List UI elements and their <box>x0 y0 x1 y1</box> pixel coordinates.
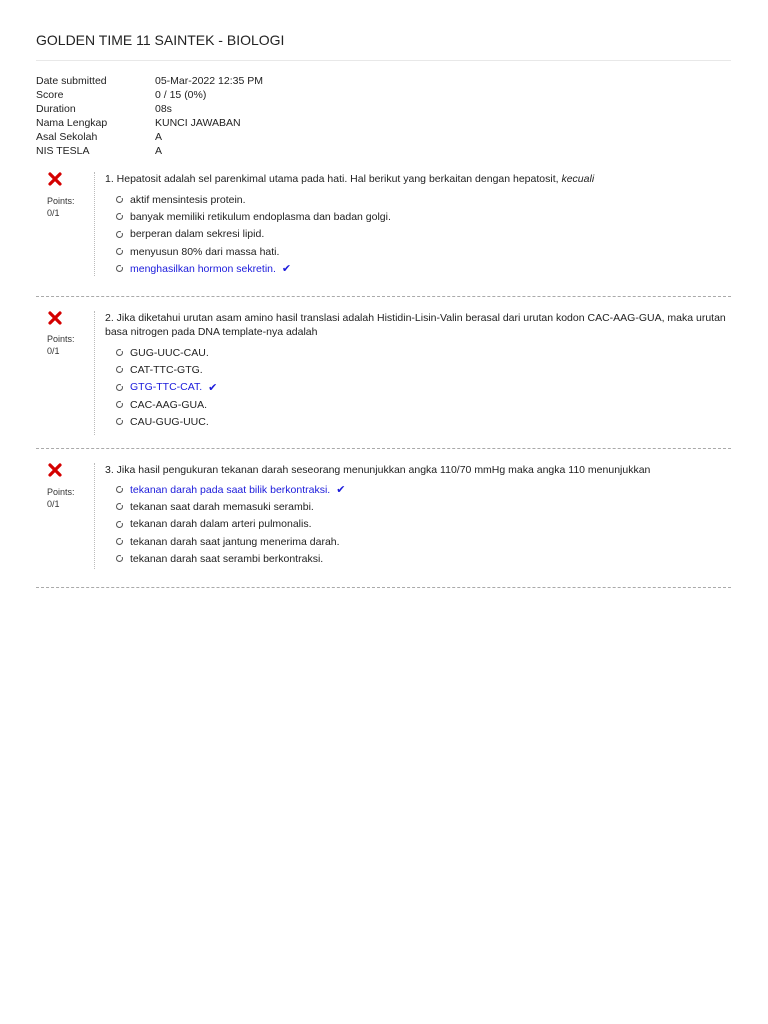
question-separator <box>36 587 731 588</box>
option[interactable] <box>116 361 217 378</box>
option-label: aktif mensintesis protein. <box>130 193 246 206</box>
option-label: CAT-TTC-GTG. <box>130 363 203 376</box>
meta-key: Asal Sekolah <box>36 131 98 143</box>
radio-icon[interactable] <box>116 503 123 510</box>
option[interactable] <box>116 243 391 260</box>
option-correct[interactable] <box>116 260 391 277</box>
options-list <box>116 191 391 277</box>
option[interactable] <box>116 413 217 430</box>
points-label: Points: <box>47 334 75 344</box>
question-text-main: 3. Jika hasil pengukuran tekanan darah seseorang menunjukkan angka 110/70 mmHg maka angka 110 menunjukkan <box>105 464 651 476</box>
option-label: CAU-GUG-UUC. <box>130 415 209 428</box>
options-list <box>116 481 345 567</box>
meta-key: Score <box>36 89 64 101</box>
radio-icon[interactable] <box>116 401 123 408</box>
question-separator <box>36 296 731 297</box>
option[interactable] <box>116 516 345 533</box>
option-label: menyusun 80% dari massa hati. <box>130 245 280 258</box>
meta-key: Duration <box>36 103 76 115</box>
radio-icon[interactable] <box>116 196 123 203</box>
meta-value: 0 / 15 (0%) <box>155 89 207 101</box>
option-label: berperan dalam sekresi lipid. <box>130 228 265 241</box>
meta-row-name <box>36 116 263 130</box>
question-text-emphasis: kecuali <box>561 173 595 185</box>
option[interactable] <box>116 396 217 413</box>
page-title: GOLDEN TIME 11 SAINTEK - BIOLOGI <box>36 32 285 48</box>
meta-key: NIS TESLA <box>36 145 90 157</box>
question-text-main: 2. Jika diketahui urutan asam amino hasil translasi adalah Histidin-Lisin-Valin berasal dari urutan kodon CAC-AAG-GUA, maka urutan basa nitrogen pada DNA template-nya adalah <box>105 312 726 338</box>
radio-icon[interactable] <box>116 349 123 356</box>
option[interactable] <box>116 226 391 243</box>
option-label: banyak memiliki retikulum endoplasma dan badan golgi. <box>130 210 391 223</box>
meta-value: 08s <box>155 103 172 115</box>
checkmark-icon: ✔ <box>336 484 346 497</box>
radio-icon[interactable] <box>116 486 123 493</box>
radio-icon[interactable] <box>116 521 123 528</box>
option-label: tekanan saat darah memasuki serambi. <box>130 500 314 513</box>
meta-row-score <box>36 88 263 102</box>
option-label: tekanan darah dalam arteri pulmonalis. <box>130 518 312 531</box>
radio-icon[interactable] <box>116 248 123 255</box>
question-text <box>105 311 730 339</box>
question-text <box>105 172 730 186</box>
question-separator <box>36 448 731 449</box>
points-value: 0/1 <box>47 346 60 356</box>
cross-icon <box>48 463 62 477</box>
checkmark-icon: ✔ <box>281 263 292 276</box>
option-correct[interactable] <box>116 379 217 396</box>
question-text <box>105 463 730 477</box>
cross-icon <box>48 311 62 325</box>
radio-icon[interactable] <box>116 555 123 562</box>
cross-icon <box>48 172 62 186</box>
meta-row-nis <box>36 144 263 158</box>
points-label: Points: <box>47 196 75 206</box>
points-value: 0/1 <box>47 499 60 509</box>
radio-icon[interactable] <box>116 418 123 425</box>
option-label: tekanan darah saat jantung menerima darah. <box>130 535 340 548</box>
option[interactable] <box>116 208 391 225</box>
meta-row-duration <box>36 102 263 116</box>
radio-icon[interactable] <box>116 384 123 391</box>
meta-value: KUNCI JAWABAN <box>155 117 241 129</box>
meta-value: A <box>155 145 163 157</box>
option[interactable] <box>116 550 345 567</box>
meta-value: 05-Mar-2022 12:35 PM <box>155 75 263 87</box>
option-label: GUG-UUC-CAU. <box>130 346 209 359</box>
submission-metadata <box>36 74 263 158</box>
radio-icon[interactable] <box>116 366 123 373</box>
meta-row-date <box>36 74 263 88</box>
meta-row-school <box>36 130 263 144</box>
option-label: tekanan darah pada saat bilik berkontraksi. <box>130 483 331 496</box>
option[interactable] <box>116 533 345 550</box>
checkmark-icon: ✔ <box>208 381 218 394</box>
meta-key: Date submitted <box>36 75 107 87</box>
option-correct[interactable] <box>116 481 345 498</box>
question-divider-line <box>94 463 95 569</box>
option-label: menghasilkan hormon sekretin. <box>130 262 276 275</box>
radio-icon[interactable] <box>116 265 123 272</box>
points-label: Points: <box>47 487 75 497</box>
option-label: tekanan darah saat serambi berkontraksi. <box>130 552 324 565</box>
option[interactable] <box>116 344 217 361</box>
points-value: 0/1 <box>47 208 60 218</box>
question-divider-line <box>94 172 95 276</box>
radio-icon[interactable] <box>116 213 123 220</box>
radio-icon[interactable] <box>116 538 123 545</box>
option-label: CAC-AAG-GUA. <box>130 398 208 411</box>
radio-icon[interactable] <box>116 231 123 238</box>
meta-key: Nama Lengkap <box>36 117 108 129</box>
question-text-main: 1. Hepatosit adalah sel parenkimal utama pada hati. Hal berikut yang berkaitan dengan hepatosit, <box>105 173 562 185</box>
options-list <box>116 344 217 430</box>
question-divider-line <box>94 311 95 435</box>
option-label: GTG-TTC-CAT. <box>130 381 203 394</box>
title-divider <box>36 60 731 61</box>
option[interactable] <box>116 191 391 208</box>
option[interactable] <box>116 498 345 515</box>
meta-value: A <box>155 131 163 143</box>
